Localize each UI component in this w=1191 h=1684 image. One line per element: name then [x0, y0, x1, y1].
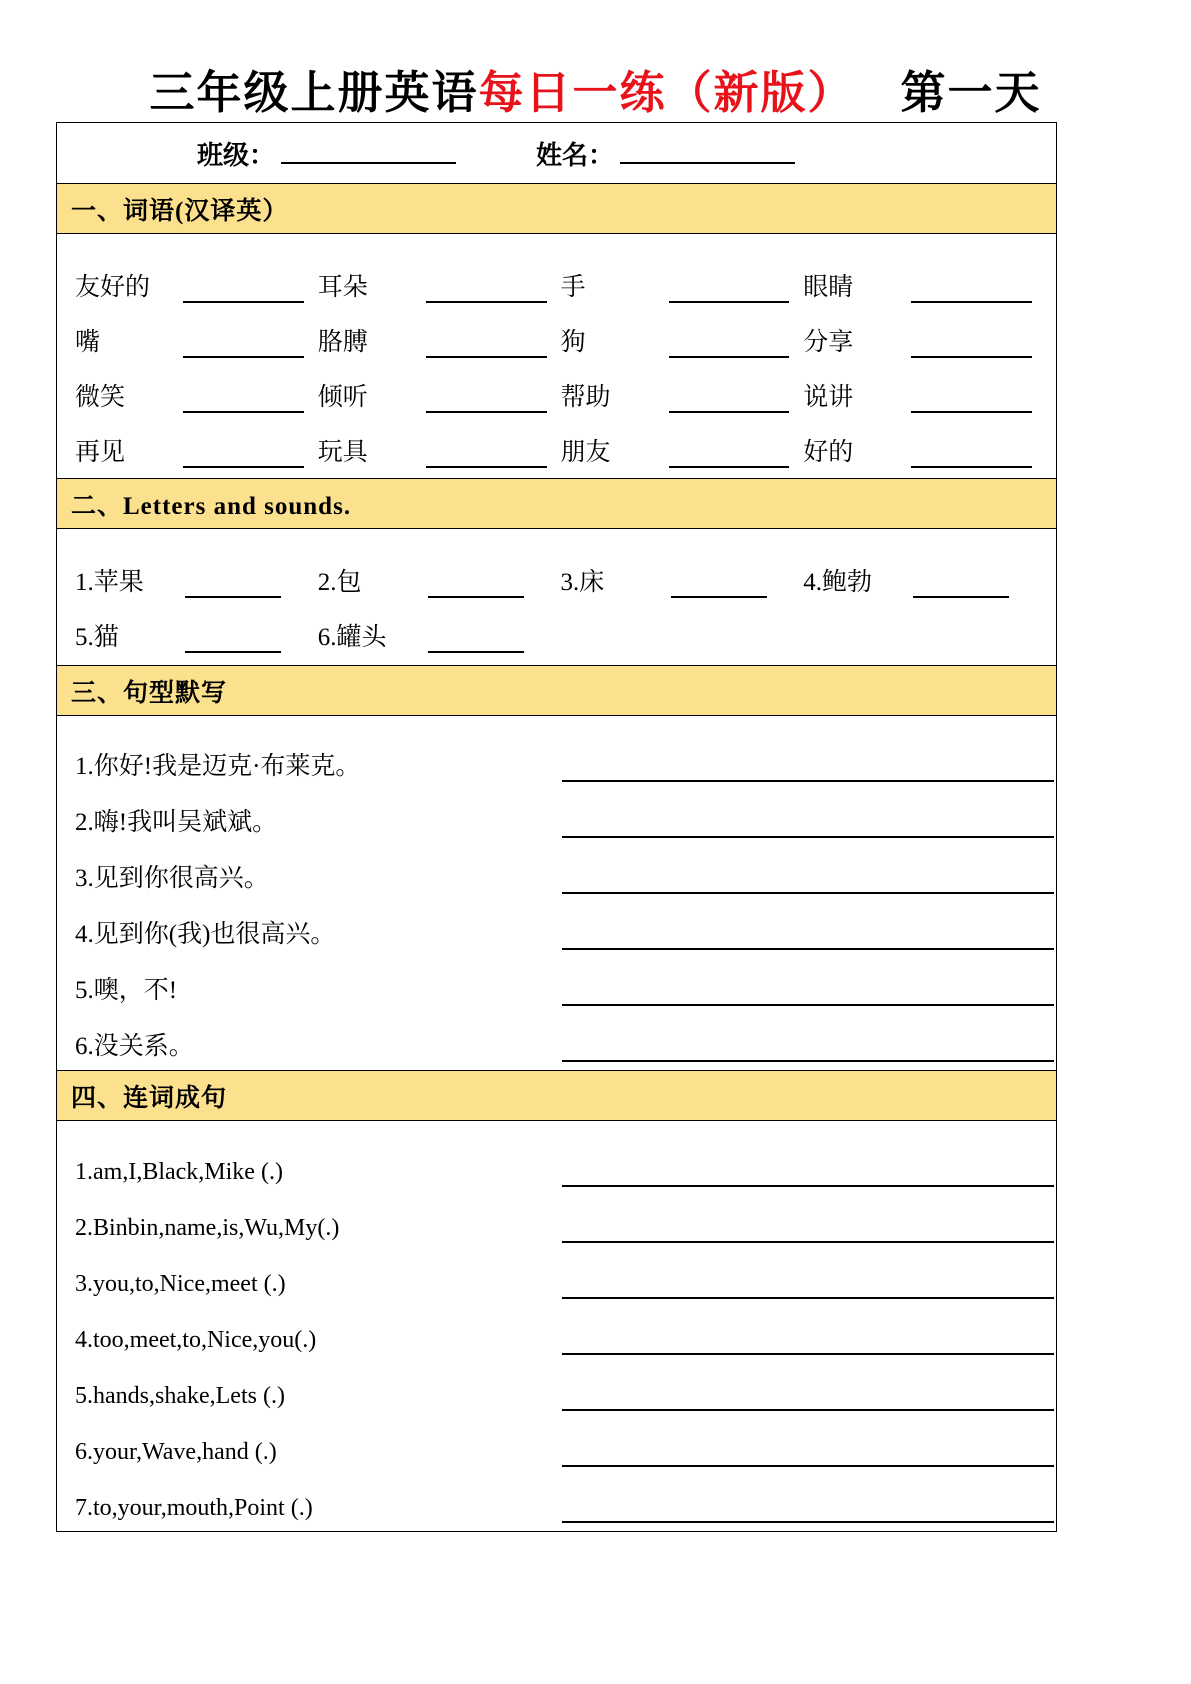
vocab-cell: [318, 274, 561, 303]
letters-word: 3.床: [560, 569, 605, 597]
vocab-cell: [561, 384, 804, 413]
vocab-cell: [803, 439, 1046, 468]
vocab-answer-blank[interactable]: [183, 440, 304, 468]
vocab-cell: [803, 384, 1046, 413]
letters-answer-blank[interactable]: [185, 572, 281, 598]
letters-cell: [318, 624, 561, 653]
list-item: [57, 1299, 1056, 1355]
list-item: [57, 950, 1056, 1006]
letters-word: 5.猫: [75, 624, 119, 652]
sentence-prompt: 3.见到你很高兴。: [75, 865, 269, 892]
sentence-answer-blank[interactable]: [562, 868, 1054, 894]
sentence-answer-blank[interactable]: [562, 1036, 1054, 1062]
vocab-answer-blank[interactable]: [669, 385, 790, 413]
vocab-cell: [75, 439, 318, 468]
word-order-prompt: 2.Binbin,name,is,Wu,My(.): [75, 1215, 340, 1242]
vocab-answer-blank[interactable]: [911, 275, 1032, 303]
vocab-answer-blank[interactable]: [426, 330, 547, 358]
list-item: [57, 838, 1056, 894]
class-input-blank[interactable]: [281, 142, 456, 164]
letters-cell-empty: [803, 629, 1046, 653]
letters-grid: [57, 529, 1056, 665]
letters-word: 1.苹果: [75, 569, 144, 597]
word-order-prompt: 7.to,your,mouth,Point (.): [75, 1495, 313, 1522]
vocab-word: 玩具: [317, 439, 368, 467]
word-order-answer-blank[interactable]: [562, 1273, 1054, 1299]
vocab-answer-blank[interactable]: [911, 385, 1032, 413]
vocab-cell: [561, 439, 804, 468]
list-item: [57, 782, 1056, 838]
sentence-answer-blank[interactable]: [562, 980, 1054, 1006]
section-heading-vocab-label: 一、词语(汉译英）: [71, 197, 289, 225]
word-order-answer-blank[interactable]: [562, 1497, 1054, 1523]
vocab-row: [75, 413, 1046, 468]
vocab-word: 分享: [803, 329, 854, 357]
vocab-cell: [318, 384, 561, 413]
vocab-answer-blank[interactable]: [183, 275, 304, 303]
letters-row: [75, 543, 1046, 598]
page-title: [0, 56, 1191, 121]
letters-row: [75, 598, 1046, 653]
vocab-cell: [75, 384, 318, 413]
vocab-word: 帮助: [560, 384, 611, 412]
vocab-cell: [561, 329, 804, 358]
vocab-word: 耳朵: [317, 274, 368, 302]
vocab-word: 胳膊: [317, 329, 368, 357]
title-black-prefix: 三年级上册英语: [149, 68, 479, 118]
identity-row: [57, 123, 1056, 183]
letters-answer-blank-empty: [913, 629, 1009, 653]
vocab-cell: [803, 329, 1046, 358]
sentence-prompt: 2.嗨!我叫吴斌斌。: [75, 809, 278, 836]
vocab-answer-blank[interactable]: [911, 330, 1032, 358]
vocab-word: 微笑: [75, 384, 126, 412]
letters-answer-blank[interactable]: [185, 627, 281, 653]
letters-cell: [75, 569, 318, 598]
vocab-answer-blank[interactable]: [426, 275, 547, 303]
sentence-answer-blank[interactable]: [562, 756, 1054, 782]
section-heading-letters: [57, 478, 1056, 529]
word-order-prompt: 1.am,I,Black,Mike (.): [75, 1159, 283, 1186]
vocab-word: 好的: [803, 439, 854, 467]
section-heading-dictation: [57, 665, 1056, 716]
word-order-answer-blank[interactable]: [562, 1161, 1054, 1187]
sentence-answer-blank[interactable]: [562, 924, 1054, 950]
word-order-list: [57, 1121, 1056, 1531]
sentence-prompt: 4.见到你(我)也很高兴。: [75, 921, 336, 948]
vocab-cell: [318, 329, 561, 358]
vocab-answer-blank[interactable]: [669, 275, 790, 303]
vocab-row: [75, 248, 1046, 303]
vocab-word: 再见: [75, 439, 126, 467]
section-heading-word-order: [57, 1070, 1056, 1121]
dictation-list: [57, 716, 1056, 1070]
letters-answer-blank[interactable]: [913, 572, 1009, 598]
section-heading-vocab: [57, 183, 1056, 234]
letters-cell-empty: [561, 629, 804, 653]
word-order-prompt: 5.hands,shake,Lets (.): [75, 1383, 285, 1410]
section-heading-letters-label: 二、Letters and sounds.: [71, 492, 352, 520]
letters-cell: [561, 569, 804, 598]
letters-word: 6.罐头: [317, 624, 387, 652]
vocab-cell: [803, 274, 1046, 303]
list-item: [57, 894, 1056, 950]
vocab-row: [75, 358, 1046, 413]
vocab-cell: [75, 329, 318, 358]
class-label: 班级：: [197, 140, 276, 170]
vocab-word: 嘴: [75, 329, 101, 357]
vocab-answer-blank[interactable]: [426, 385, 547, 413]
sentence-answer-blank[interactable]: [562, 812, 1054, 838]
list-item: [57, 1355, 1056, 1411]
vocab-answer-blank[interactable]: [669, 440, 790, 468]
section-heading-word-order-label: 四、连词成句: [71, 1084, 228, 1112]
vocab-answer-blank[interactable]: [426, 440, 547, 468]
sentence-prompt: 1.你好!我是迈克·布莱克。: [75, 753, 361, 780]
list-item: [57, 1411, 1056, 1467]
letters-word: 4.鲍勃: [803, 569, 873, 597]
list-item: [57, 1467, 1056, 1523]
vocab-cell: [561, 274, 804, 303]
vocab-word: 倾听: [317, 384, 368, 412]
vocab-cell: [75, 274, 318, 303]
letters-answer-blank[interactable]: [428, 627, 524, 653]
word-order-answer-blank[interactable]: [562, 1441, 1054, 1467]
letters-answer-blank[interactable]: [428, 572, 524, 598]
title-black-suffix: 第一天: [900, 68, 1042, 118]
letters-answer-blank[interactable]: [671, 572, 767, 598]
vocab-word: 狗: [560, 329, 586, 357]
sentence-prompt: 6.没关系。: [75, 1033, 194, 1060]
name-input-blank[interactable]: [620, 142, 795, 164]
vocab-grid: [57, 234, 1056, 478]
word-order-answer-blank[interactable]: [562, 1385, 1054, 1411]
word-order-answer-blank[interactable]: [562, 1217, 1054, 1243]
vocab-answer-blank[interactable]: [183, 330, 304, 358]
letters-cell: [318, 569, 561, 598]
word-order-prompt: 6.your,Wave,hand (.): [75, 1439, 277, 1466]
vocab-cell: [318, 439, 561, 468]
name-label: 姓名：: [536, 140, 615, 170]
vocab-answer-blank[interactable]: [911, 440, 1032, 468]
vocab-word: 手: [560, 274, 586, 302]
letters-word: 2.包: [317, 569, 362, 597]
list-item: [57, 1187, 1056, 1243]
word-order-prompt: 3.you,to,Nice,meet (.): [75, 1271, 286, 1298]
letters-answer-blank-empty: [671, 629, 767, 653]
list-item: [57, 1131, 1056, 1187]
word-order-prompt: 4.too,meet,to,Nice,you(.): [75, 1327, 317, 1354]
title-red-middle: 每日一练（新版）: [478, 68, 855, 118]
list-item: [57, 1006, 1056, 1062]
list-item: [57, 1243, 1056, 1299]
letters-cell: [803, 569, 1046, 598]
vocab-answer-blank[interactable]: [183, 385, 304, 413]
worksheet-frame: [56, 122, 1057, 1532]
sentence-prompt: 5.噢，不!: [75, 977, 178, 1004]
vocab-word: 说讲: [803, 384, 854, 412]
section-heading-dictation-label: 三、句型默写: [71, 679, 228, 707]
list-item: [57, 726, 1056, 782]
vocab-word: 朋友: [560, 439, 611, 467]
vocab-word: 友好的: [75, 274, 151, 302]
letters-cell: [75, 624, 318, 653]
vocab-word: 眼睛: [803, 274, 854, 302]
vocab-row: [75, 303, 1046, 358]
word-order-answer-blank[interactable]: [562, 1329, 1054, 1355]
vocab-answer-blank[interactable]: [669, 330, 790, 358]
